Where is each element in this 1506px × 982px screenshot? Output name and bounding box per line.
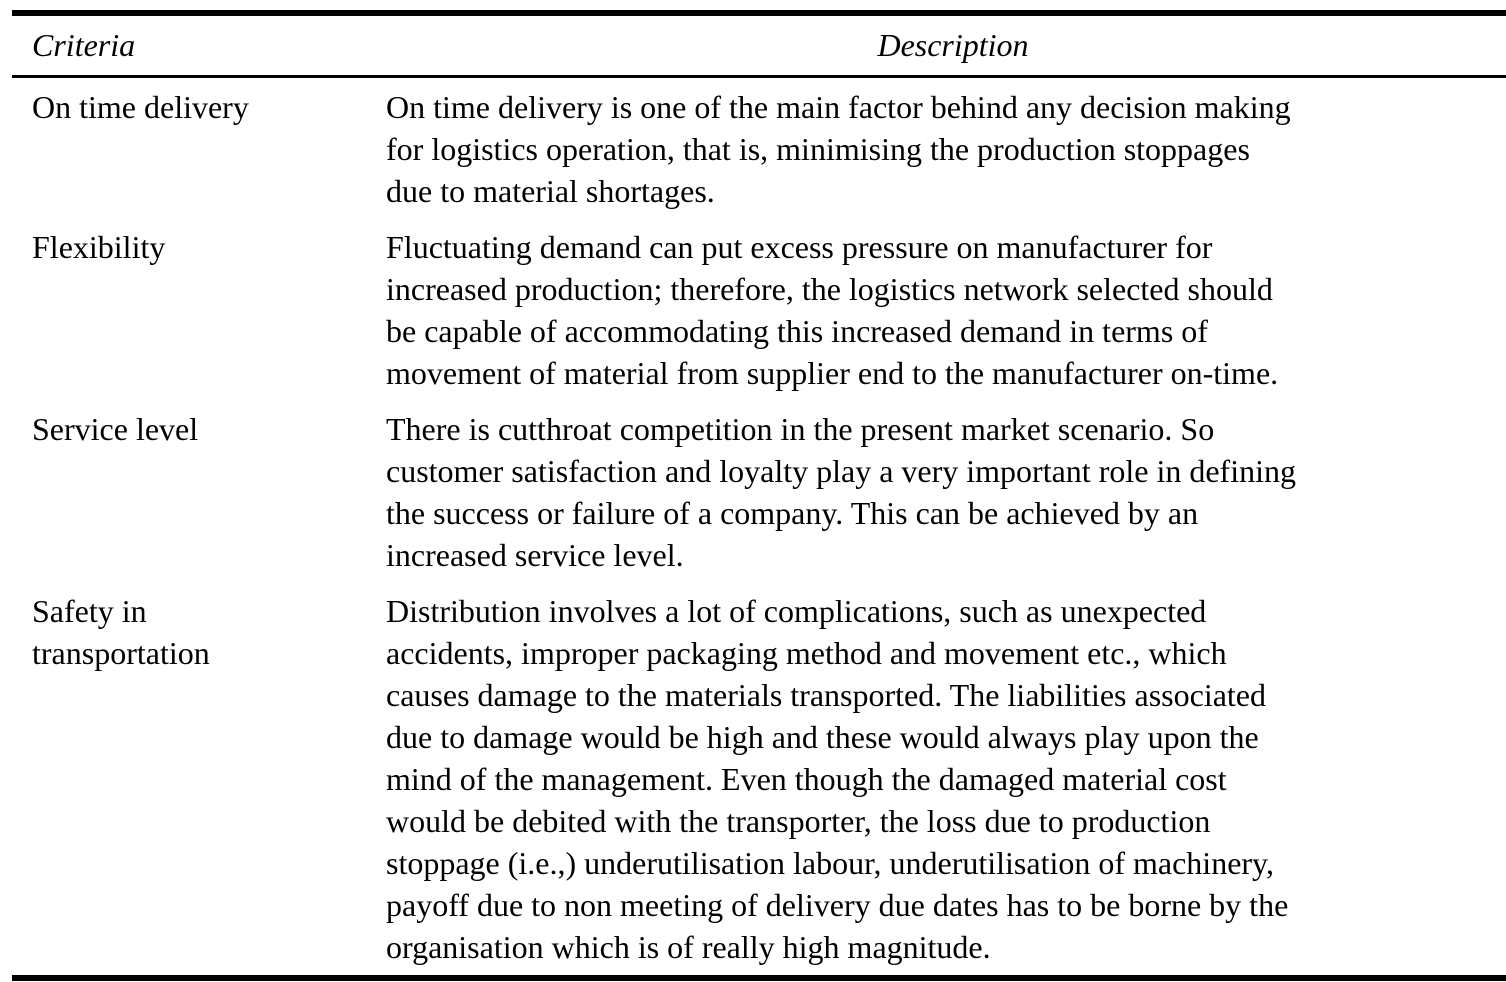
header-rule [12,75,1506,78]
description-text: would be debited with the transporter, the loss due to production [386,803,1211,839]
description-text: Distribution involves a lot of complications, such as unexpected [386,593,1207,629]
description-text: the success or failure of a company. This can be achieved by an [386,495,1199,531]
criteria-cell [0,408,386,576]
description-text: due to material shortages. [386,173,715,209]
header-criteria: Criteria [32,27,136,63]
description-text: increased production; therefore, the logistics network selected should [386,271,1273,307]
table-row [0,86,1506,212]
description-text: for logistics operation, that is, minimising the production stoppages [386,131,1250,167]
description-cell [386,590,1506,968]
criteria-cell [0,226,386,394]
description-text: due to damage would be high and these would always play upon the [386,719,1259,755]
criteria-cell [0,590,386,968]
table-row [0,408,1506,576]
description-cell [386,86,1506,212]
criteria-text: Service level [32,411,199,447]
table-top-rule [12,10,1506,16]
description-text: On time delivery is one of the main factor behind any decision making [386,89,1291,125]
description-text: movement of material from supplier end to the manufacturer on-time. [386,355,1279,391]
criteria-cell [0,86,386,212]
description-cell [386,226,1506,394]
table-row [0,590,1506,968]
description-cell [386,408,1506,576]
description-text: mind of the management. Even though the damaged material cost [386,761,1227,797]
description-text: organisation which is of really high magnitude. [386,929,991,965]
description-text: causes damage to the materials transported. The liabilities associated [386,677,1266,713]
description-text: increased service level. [386,537,684,573]
description-text: Fluctuating demand can put excess pressure on manufacturer for [386,229,1213,265]
criteria-text: On time delivery [32,89,249,125]
criteria-text: transportation [32,635,210,671]
criteria-text: Safety in [32,593,147,629]
description-text: There is cutthroat competition in the present market scenario. So [386,411,1215,447]
description-text: customer satisfaction and loyalty play a very important role in defining [386,453,1296,489]
description-text: be capable of accommodating this increased demand in terms of [386,313,1208,349]
description-text: payoff due to non meeting of delivery due dates has to be borne by the [386,887,1289,923]
criteria-text: Flexibility [32,229,166,265]
table-row [0,226,1506,394]
table-body [0,86,1506,982]
description-text: accidents, improper packaging method and movement etc., which [386,635,1227,671]
header-description: Description [877,27,1029,63]
description-text: stoppage (i.e.,) underutilisation labour, underutilisation of machinery, [386,845,1274,881]
table-bottom-rule [12,975,1506,981]
